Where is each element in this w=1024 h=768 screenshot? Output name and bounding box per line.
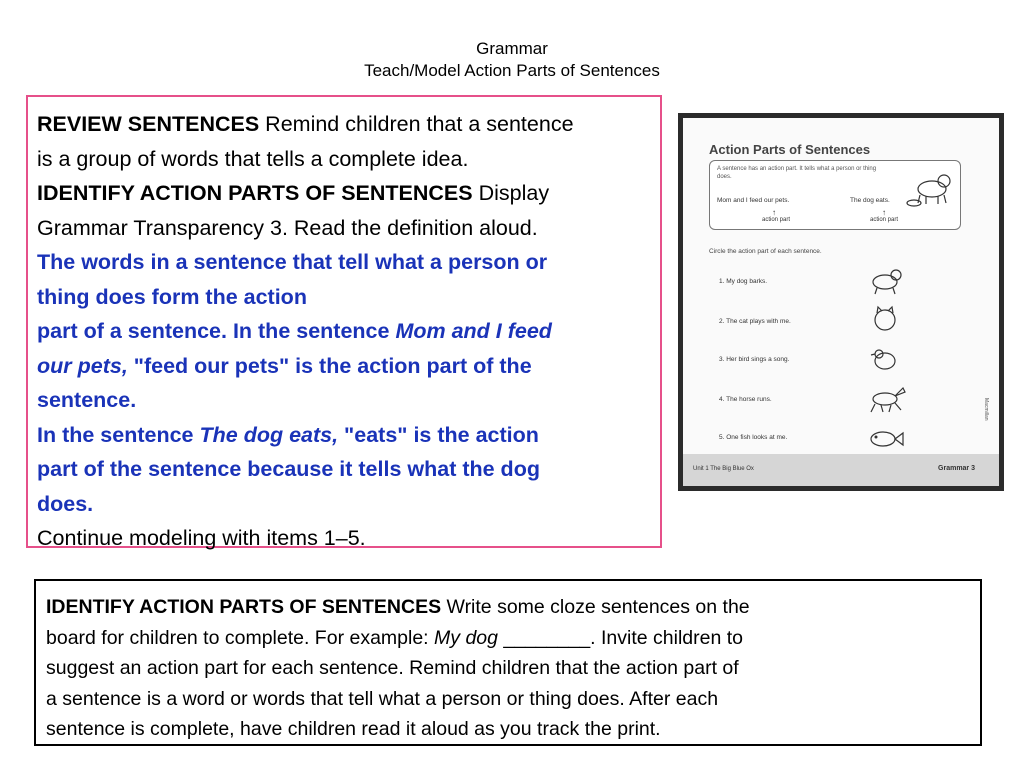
worksheet-example-1: Mom and I feed our pets.	[717, 197, 790, 204]
worksheet-side-note: Macmillan	[983, 398, 989, 421]
definition-line-5: sentence.	[37, 388, 137, 412]
cloze-line-3: suggest an action part for each sentence. Remind children that the action part of	[46, 657, 739, 679]
worksheet-item: 1. My dog barks.	[719, 278, 768, 285]
worksheet-item: 2. The cat plays with me.	[719, 318, 791, 325]
worksheet-label: action part	[762, 217, 791, 223]
worksheet-example-2: The dog eats.	[850, 197, 890, 204]
worksheet-footer-right: Grammar 3	[938, 465, 975, 472]
identify-heading: IDENTIFY ACTION PARTS OF SENTENCES	[37, 181, 473, 205]
cloze-line-1: IDENTIFY ACTION PARTS OF SENTENCES Write some cloze sentences on the	[46, 596, 750, 618]
cloze-line-5: sentence is complete, have children read it aloud as you track the print.	[46, 718, 661, 740]
barking-dog-icon	[865, 266, 905, 296]
definition-line-4: our pets, "feed our pets" is the action part of the	[37, 353, 532, 378]
review-line-2: is a group of words that tells a complete idea.	[37, 146, 469, 171]
worksheet-image	[678, 113, 1004, 491]
cat-icon	[865, 304, 905, 334]
worksheet-item: 5. One fish looks at me.	[719, 434, 788, 441]
identify-line-1: IDENTIFY ACTION PARTS OF SENTENCES Display	[37, 181, 550, 205]
cloze-line-2: board for children to complete. For example: My dog ________. Invite children to	[46, 626, 743, 649]
bird-icon	[865, 344, 905, 374]
definition-line-3: part of a sentence. In the sentence Mom and I feed	[37, 319, 552, 343]
worksheet-item: 3. Her bird sings a song.	[719, 356, 790, 363]
definition-line-6: In the sentence The dog eats, "eats" is the action	[37, 422, 539, 447]
definition-line-2: thing does form the action	[37, 284, 307, 309]
horse-icon	[865, 384, 909, 414]
worksheet-instruction: Circle the action part of each sentence.	[709, 248, 822, 255]
review-line-1: REVIEW SENTENCES Remind children that a sentence	[37, 112, 574, 136]
worksheet-label: action part	[870, 217, 899, 223]
worksheet-footer-left: Unit 1 The Big Blue Ox	[693, 466, 754, 472]
fish-icon	[865, 424, 905, 454]
example-sentence-2: The dog eats,	[199, 422, 339, 447]
worksheet-item: 4. The horse runs.	[719, 396, 772, 403]
cloze-example: My dog	[434, 626, 498, 649]
cloze-heading: IDENTIFY ACTION PARTS OF SENTENCES	[46, 596, 442, 618]
example-sentence-1: Mom and I feed	[395, 319, 552, 343]
closing-line: Continue modeling with items 1–5.	[37, 526, 366, 550]
worksheet-definition: A sentence has an action part. It tells what a person or thing does.	[717, 166, 877, 180]
slide-header	[0, 38, 1024, 82]
header-subtitle: Teach/Model Action Parts of Sentences	[364, 61, 660, 80]
worksheet-definition-box	[709, 160, 961, 230]
arrow-up-icon: ↑	[772, 208, 776, 217]
review-text-box	[26, 95, 662, 548]
definition-line-1: The words in a sentence that tell what a person or	[37, 250, 548, 274]
worksheet-footer	[683, 454, 999, 486]
definition-line-7: part of the sentence because it tells what the dog	[37, 457, 540, 481]
arrow-up-icon: ↑	[882, 208, 886, 217]
dog-eating-icon	[906, 169, 954, 209]
definition-line-8: does.	[37, 491, 94, 516]
identify-line-2: Grammar Transparency 3. Read the definition aloud.	[37, 215, 538, 240]
cloze-text-box	[34, 579, 982, 746]
worksheet-page	[683, 118, 999, 486]
worksheet-title: Action Parts of Sentences	[709, 142, 871, 157]
review-heading: REVIEW SENTENCES	[37, 112, 260, 136]
cloze-line-4: a sentence is a word or words that tell what a person or thing does. After each	[46, 687, 719, 710]
header-title: Grammar	[476, 39, 548, 58]
